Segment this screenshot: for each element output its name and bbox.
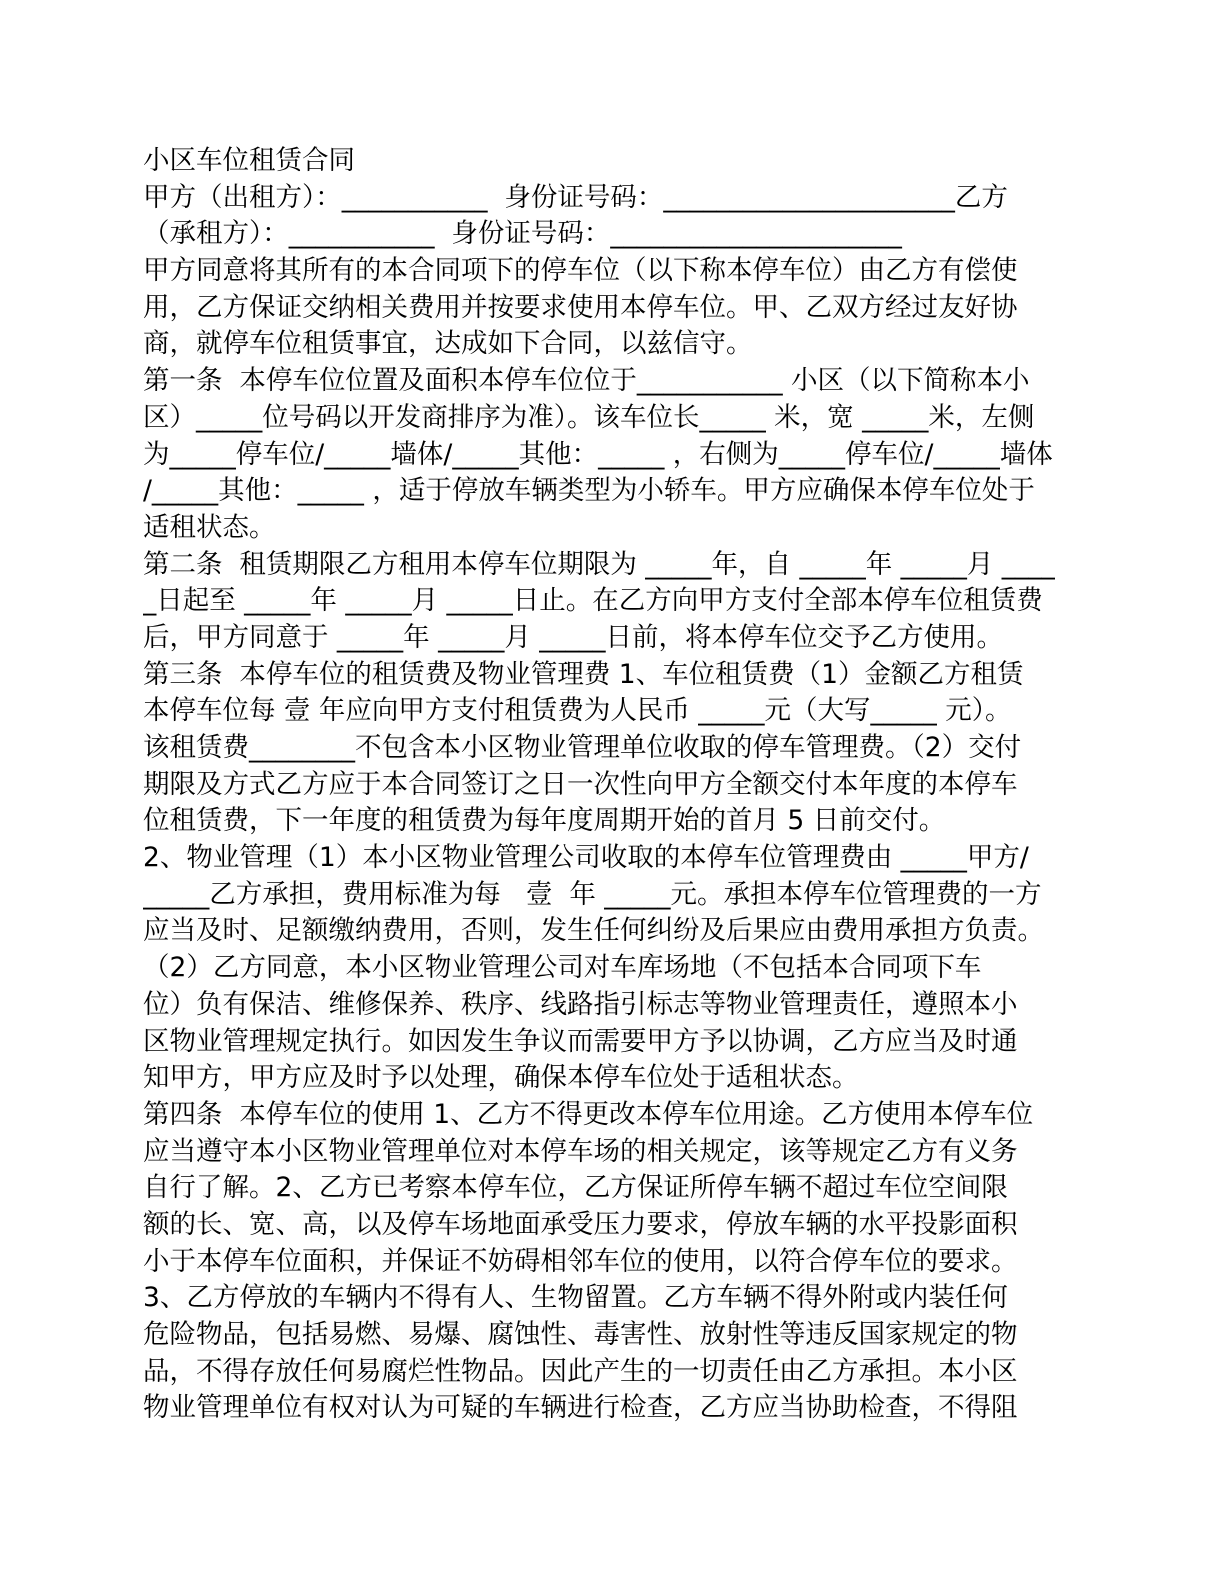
text-line: 危险物品，包括易燃、易爆、腐蚀性、毒害性、放射性等违反国家规定的物	[143, 1319, 1018, 1350]
text-line: 适租状态。	[143, 511, 276, 543]
text-line: 区）_____位号码以开发商排序为准）。该车位长_____ 米，宽 _____米，左侧	[143, 401, 1035, 433]
text-line: 应当遵守本小区物业管理单位对本停车场的相关规定，该等规定乙方有义务	[143, 1135, 1018, 1167]
text-line: 期限及方式乙方应于本合同签订之日一次性向甲方全额交付本年度的本停车	[143, 768, 1018, 800]
text-line: 应当及时、足额缴纳费用，否则，发生任何纠纷及后果应由费用承担方负责。	[143, 915, 1044, 947]
text-line: （2）乙方同意，本小区物业管理公司对车库场地（不包括本合同项下车	[143, 952, 982, 984]
text-line: 第一条 本停车位位置及面积本停车位位于___________ 小区（以下简称本小	[143, 365, 1030, 397]
contract-page	[143, 143, 1083, 1427]
text-line: 区物业管理规定执行。如因发生争议而需要甲方予以协调，乙方应当及时通	[143, 1025, 1018, 1057]
text-line: 小于本停车位面积，并保证不妨碍相邻车位的使用，以符合停车位的要求。	[143, 1245, 1018, 1277]
text-line: _____乙方承担，费用标准为每 壹 年 _____元。承担本停车位管理费的一方	[143, 878, 1042, 910]
text-line: 该租赁费________不包含本小区物业管理单位收取的停车管理费。（2）交付	[143, 732, 1022, 763]
text-line: 后，甲方同意于 _____年 _____月 _____日前，将本停车位交予乙方使用。	[143, 621, 1004, 653]
text-line: （承租方）：___________ 身份证号码：______________________	[143, 218, 902, 250]
text-line: 位租赁费，下一年度的租赁费为每年度周期开始的首月 5 日前交付。	[143, 805, 946, 837]
text-line: 第二条 租赁期限乙方租用本停车位期限为 _____年，自 _____年 _____月 ____	[143, 548, 1055, 580]
text-line: 第三条 本停车位的租赁费及物业管理费 1、车位租赁费（1）金额乙方租赁	[143, 658, 1024, 690]
text-line: 物业管理单位有权对认为可疑的车辆进行检查，乙方应当协助检查，不得阻	[143, 1392, 1018, 1424]
text-line: 2、物业管理（1）本小区物业管理公司收取的本停车位管理费由 _____甲方/	[143, 842, 1029, 874]
text-line: 知甲方，甲方应及时予以处理，确保本停车位处于适租状态。	[143, 1062, 859, 1094]
text-line: 品，不得存放任何易腐烂性物品。因此产生的一切责任由乙方承担。本小区	[143, 1355, 1018, 1387]
text-line: 3、乙方停放的车辆内不得有人、生物留置。乙方车辆不得外附或内装任何	[143, 1282, 1008, 1314]
text-line: 甲方（出租方）：___________ 身份证号码：______________________乙方	[143, 181, 1008, 213]
text-line: 位）负有保洁、维修保养、秩序、线路指引标志等物业管理责任，遵照本小	[143, 988, 1018, 1020]
text-line: 用，乙方保证交纳相关费用并按要求使用本停车位。甲、乙双方经过友好协	[143, 291, 1018, 323]
text-line: 为_____停车位/_____墙体/_____其他：_____ ，右侧为_____停车位/_____墙体	[143, 438, 1053, 470]
text-line: _日起至 _____年 _____月 _____日止。在乙方向甲方支付全部本停车位租赁费	[143, 585, 1043, 617]
text-line: 第四条 本停车位的使用 1、乙方不得更改本停车位用途。乙方使用本停车位	[143, 1098, 1034, 1130]
document-title: 小区车位租赁合同	[143, 145, 355, 176]
text-line: 本停车位每 壹 年应向甲方支付租赁费为人民币 _____元（大写_____ 元）。	[143, 695, 1012, 727]
text-line: 自行了解。2、乙方已考察本停车位，乙方保证所停车辆不超过车位空间限	[143, 1172, 1008, 1204]
text-line: 商，就停车位租赁事宜，达成如下合同，以兹信守。	[143, 328, 753, 360]
text-line: /_____其他：_____ ，适于停放车辆类型为小轿车。甲方应确保本停车位处于	[143, 475, 1035, 507]
text-line: 额的长、宽、高，以及停车场地面承受压力要求，停放车辆的水平投影面积	[143, 1208, 1018, 1240]
text-line: 甲方同意将其所有的本合同项下的停车位（以下称本停车位）由乙方有偿使	[143, 255, 1018, 287]
